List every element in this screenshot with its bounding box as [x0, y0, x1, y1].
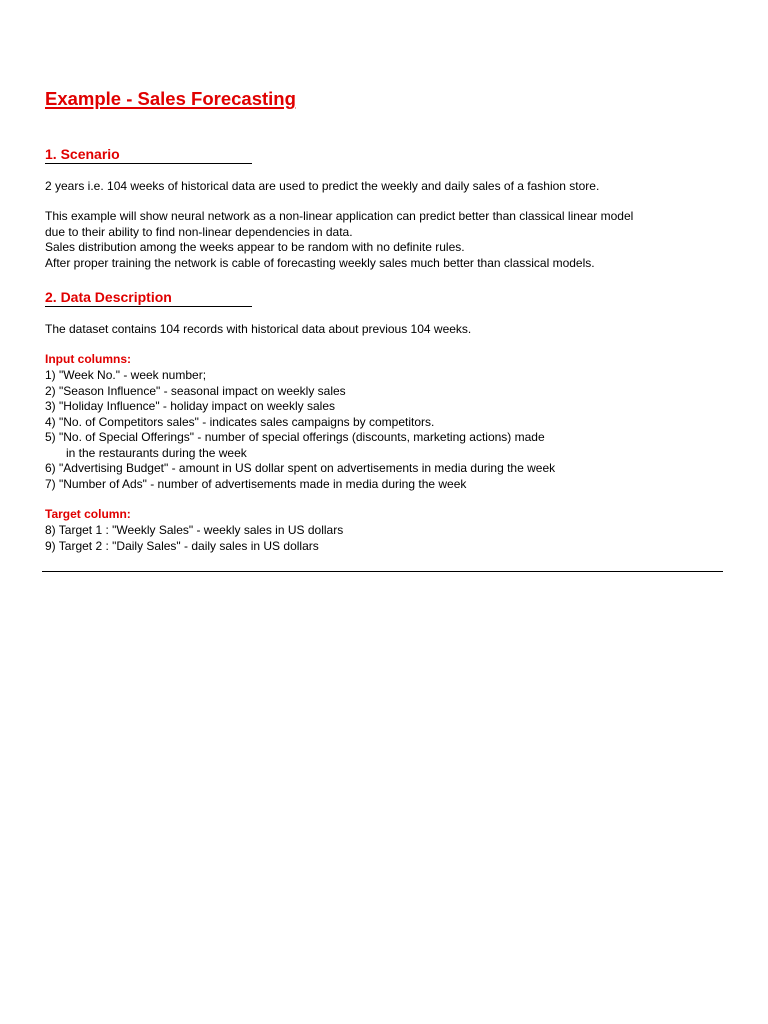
- target-column-heading: Target column:: [45, 507, 131, 521]
- scenario-line: This example will show neural network as a non-linear application can predict better than classical linear model: [45, 209, 634, 223]
- input-columns-heading: Input columns:: [45, 352, 131, 366]
- scenario-line: due to their ability to find non-linear dependencies in data.: [45, 224, 353, 239]
- scenario-intro: 2 years i.e. 104 weeks of historical data are used to predict the weekly and daily sales of a fashion store.: [45, 179, 600, 193]
- horizontal-divider: [42, 571, 723, 572]
- list-item: 3) "Holiday Influence" - holiday impact on weekly sales: [45, 399, 335, 413]
- scenario-line: Sales distribution among the weeks appear to be random with no definite rules.: [45, 240, 465, 254]
- section-heading-data-description: 2. Data Description: [45, 289, 252, 307]
- list-item: 8) Target 1 : "Weekly Sales" - weekly sales in US dollars: [45, 523, 344, 537]
- input-columns-list: [45, 368, 555, 492]
- target-columns-list: [45, 523, 343, 554]
- list-item-continuation: in the restaurants during the week: [66, 445, 247, 460]
- data-description-intro: The dataset contains 104 records with historical data about previous 104 weeks.: [45, 322, 472, 336]
- section-heading-scenario: 1. Scenario: [45, 146, 252, 164]
- list-item: 5) "No. of Special Offerings" - number of special offerings (discounts, marketing actions) made: [45, 430, 545, 444]
- list-item: 9) Target 2 : "Daily Sales" - daily sales in US dollars: [45, 538, 319, 553]
- scenario-paragraph: [45, 209, 633, 271]
- page-title: Example - Sales Forecasting: [45, 88, 296, 109]
- list-item: 6) "Advertising Budget" - amount in US dollar spent on advertisements in media during the week: [45, 461, 556, 475]
- list-item: 4) "No. of Competitors sales" - indicates sales campaigns by competitors.: [45, 414, 435, 429]
- list-item: 2) "Season Influence" - seasonal impact on weekly sales: [45, 383, 346, 398]
- scenario-line: After proper training the network is cable of forecasting weekly sales much better than classical models.: [45, 255, 595, 270]
- list-item: 1) "Week No." - week number;: [45, 368, 207, 382]
- list-item: 7) "Number of Ads" - number of advertisements made in media during the week: [45, 476, 467, 491]
